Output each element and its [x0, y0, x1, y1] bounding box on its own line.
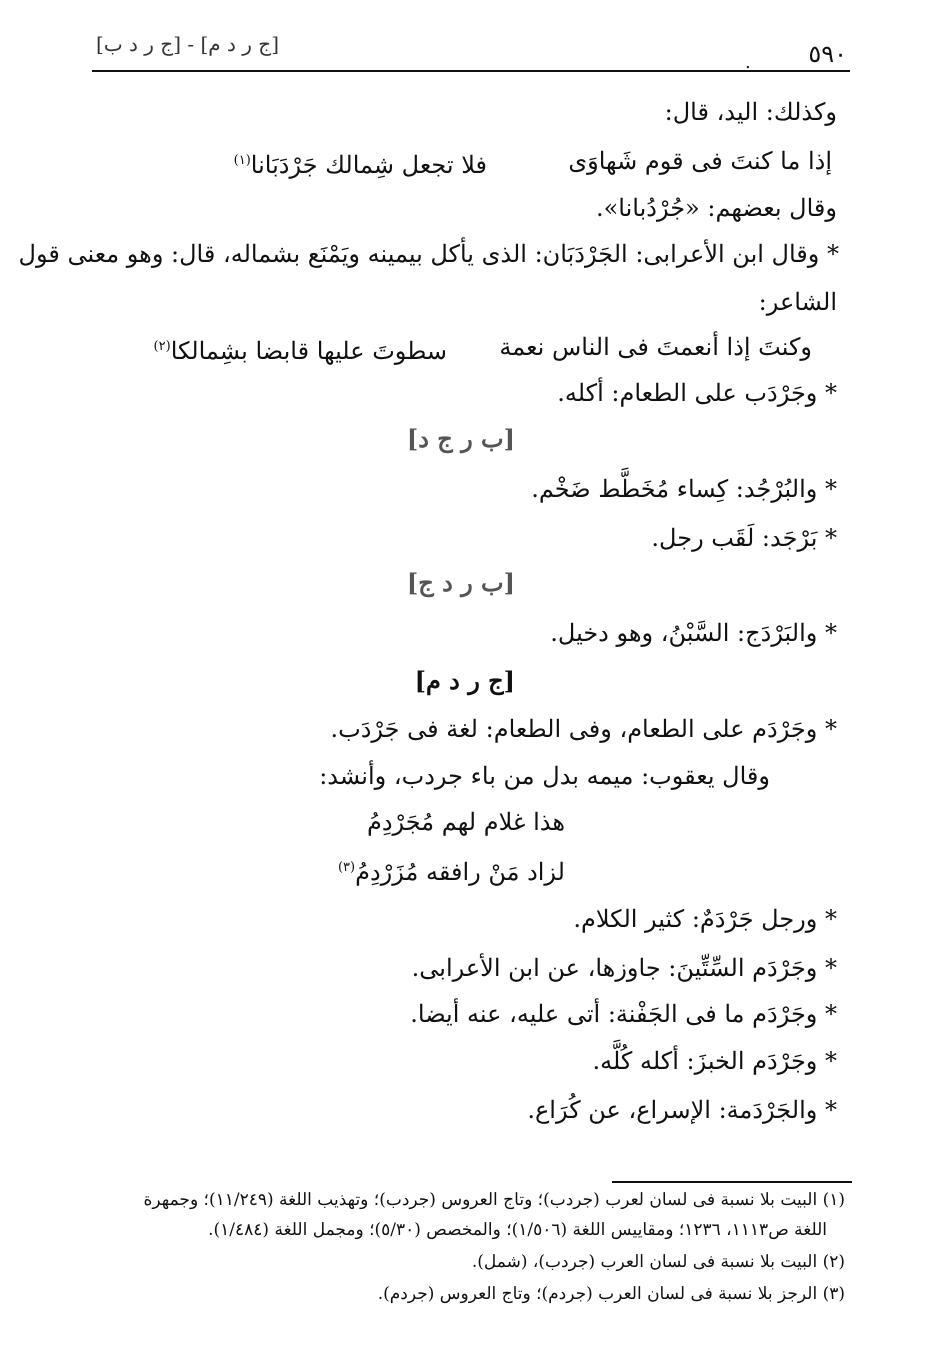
text-line-17: * وجَرْدَم ما فى الجَفْنة: أتى عليه، عنه أيضا.: [410, 1000, 837, 1028]
entry-heading-brdj: [ب ر د ج]: [406, 568, 515, 597]
text-line-15: * ورجل جَرْدَمٌ: كثير الكلام.: [573, 905, 837, 933]
header-rule: [92, 70, 850, 72]
rajaz-line-2: [338, 852, 565, 888]
text-line-19: * والجَرْدَمة: الإسراع، عن كُرَاع.: [527, 1096, 837, 1124]
text-line-7: * وجَرْدَب على الطعام: أكله.: [557, 379, 837, 407]
footnote-1-line-2: اللغة ص١١١٣، ١٢٣٦؛ ومقاييس اللغة (١/٥٠٦)؛ والمخصص (٥/٣٠)؛ ومجمل اللغة (١/٤٨٤).: [208, 1220, 827, 1240]
footnote-ref-3: (٣): [337, 860, 356, 875]
rajaz-line-2-text: لزاد مَنْ رافقه مُزَرْدِمُ: [355, 858, 565, 886]
footnote-3: (٣) الرجز بلا نسبة فى لسان العرب (جردم)؛ وتاج العروس (جردم).: [377, 1284, 845, 1304]
text-line-1: وكذلك: اليد، قال:: [664, 98, 837, 126]
entry-heading-jrdm: [ج ر د م]: [414, 666, 515, 695]
footnote-2: (٢) البيت بلا نسبة فى لسان العرب (جردب)، (شمل).: [471, 1252, 845, 1272]
text-line-5: الشاعر:: [758, 288, 837, 316]
verse-2-second-hemistich: [154, 331, 447, 367]
footnote-1-line-1: (١) البيت بلا نسبة فى لسان لعرب (جردب)؛ وتاج العروس (جردب)؛ وتهذيب اللغة (١١/٢٤٩)؛ وجمهرة: [143, 1190, 845, 1210]
text-line-16: * وجَرْدَم السِّتِّينَ: جاوزها، عن ابن الأعرابى.: [411, 954, 837, 982]
verse-1-first-hemistich: إذا ما كنتَ فى قوم شَهاوَى: [568, 147, 832, 175]
verse-2-second-hemistich-text: سطوتَ عليها قابضا بشِمالكا: [170, 337, 447, 365]
entry-heading-brjd: [ب ر ج د]: [406, 424, 515, 453]
running-header-title: [ج ر د ب] - [ج ر د م]: [96, 32, 280, 56]
verse-1-second-hemistich-text: فلا تجعل شِمالك جَرْدَبَانا: [250, 151, 487, 179]
text-line-18: * وجَرْدَم الخبزَ: أكله كُلَّه.: [592, 1047, 837, 1075]
text-line-11: * وجَرْدَم على الطعام، وفى الطعام: لغة فى جَرْدَب.: [330, 715, 837, 743]
page-number: ٥٩٠: [808, 40, 847, 68]
text-line-3: وقال بعضهم: «جُرْدُبانا».: [595, 194, 837, 222]
verse-2-first-hemistich: وكنتَ إذا أنعمتَ فى الناس نعمة: [499, 333, 812, 361]
text-line-12: وقال يعقوب: ميمه بدل من باء جردب، وأنشد:: [319, 762, 770, 790]
text-line-8: * والبُرْجُد: كِساء مُخَطَّط ضَخْم.: [531, 475, 837, 503]
verse-1-second-hemistich: [234, 145, 487, 181]
rajaz-line-1: هذا غلام لهم مُجَرْدِمُ: [366, 808, 565, 836]
footnote-ref-2: (٢): [153, 339, 171, 354]
footnote-rule: [612, 1181, 852, 1183]
footnote-ref-1: (١): [233, 153, 251, 168]
text-line-4: * وقال ابن الأعرابى: الجَرْدَبَان: الذى يأكل بيمينه ويَمْنَع بشماله، قال: وهو معنى قول: [18, 240, 839, 268]
text-line-9: * بَرْجَد: لَقَب رجل.: [651, 524, 837, 552]
text-line-10: * والبَرْدَج: السَّبْنُ، وهو دخيل.: [550, 619, 837, 647]
header-dot: .: [745, 52, 751, 73]
